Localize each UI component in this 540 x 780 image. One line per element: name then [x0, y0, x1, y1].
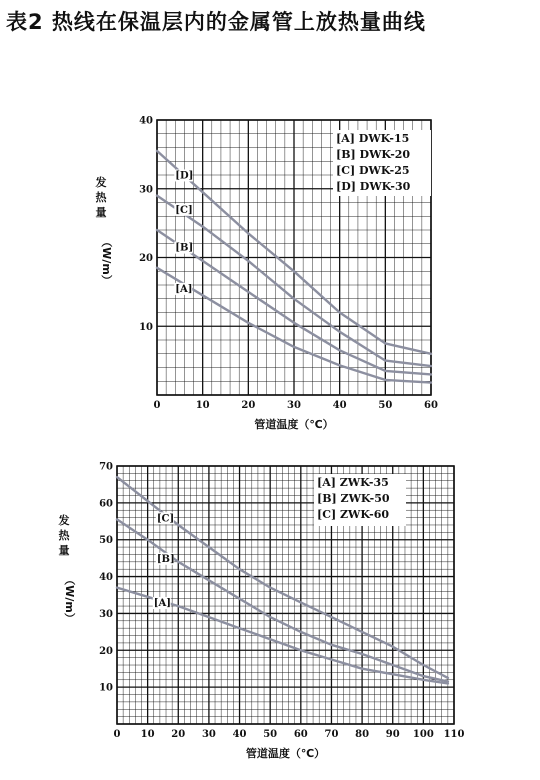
x-tick-label: 10: [140, 729, 155, 740]
x-axis-label: 管道温度（℃）: [245, 747, 326, 760]
x-tick-label: 30: [201, 729, 216, 740]
x-tick-label: 20: [241, 400, 256, 411]
x-tick-label: 0: [113, 729, 121, 740]
y-axis-unit: （W/m）: [100, 236, 113, 286]
series-label: [A]: [175, 283, 193, 295]
page-title: 表2 热线在保温层内的金属管上放热量曲线: [6, 10, 426, 34]
y-axis-label-char: 量: [95, 206, 107, 219]
chart-dwk: [95, 116, 438, 432]
x-tick-label: 10: [195, 400, 210, 411]
x-tick-label: 50: [378, 400, 393, 411]
x-tick-label: 20: [171, 729, 186, 740]
x-tick-label: 50: [263, 729, 278, 740]
y-axis-label-char: 热: [58, 529, 70, 542]
series-label: [B]: [175, 242, 194, 254]
x-tick-label: 30: [287, 400, 301, 411]
x-tick-label: 0: [153, 400, 161, 411]
x-axis-label: 管道温度（℃）: [254, 418, 334, 431]
y-axis-label-char: 发: [95, 176, 107, 189]
y-tick-label: 20: [139, 253, 153, 264]
series-label: [C]: [175, 204, 193, 216]
y-tick-label: 10: [99, 682, 113, 694]
x-tick-label: 100: [412, 729, 434, 740]
x-tick-label: 80: [355, 729, 370, 740]
legend-entry: [A] ZWK-35: [317, 476, 389, 489]
legend-entry: [C] ZWK-60: [317, 508, 390, 521]
legend-entry: [B] DWK-20: [336, 148, 411, 161]
y-tick-label: 30: [99, 608, 113, 620]
x-tick-label: 110: [443, 729, 465, 740]
y-axis-label-char: 热: [95, 191, 107, 204]
x-tick-label: 60: [424, 400, 438, 411]
y-tick-label: 40: [99, 572, 113, 584]
y-tick-label: 60: [99, 498, 113, 510]
y-tick-label: 70: [99, 461, 113, 473]
series-label: [B]: [156, 553, 175, 565]
x-tick-label: 40: [232, 729, 247, 740]
y-tick-label: 10: [139, 321, 153, 333]
series-label: [D]: [175, 170, 194, 182]
legend-entry: [D] DWK-30: [336, 180, 411, 193]
x-tick-label: 60: [293, 729, 308, 740]
x-tick-label: 70: [324, 729, 339, 740]
x-tick-label: 40: [332, 400, 347, 411]
series-label: [C]: [156, 513, 175, 525]
legend-entry: [A] DWK-15: [336, 132, 410, 145]
y-axis-label-char: 量: [58, 544, 70, 557]
y-axis-label-char: 发: [58, 514, 70, 527]
y-tick-label: 50: [99, 535, 113, 547]
y-axis-unit: （W/m）: [63, 574, 76, 624]
y-tick-label: 30: [139, 184, 153, 196]
series-label: [A]: [153, 598, 171, 610]
y-tick-label: 20: [99, 645, 113, 657]
y-tick-label: 40: [139, 115, 153, 127]
legend-entry: [B] ZWK-50: [317, 492, 390, 505]
legend-entry: [C] DWK-25: [336, 164, 410, 177]
chart-zwk: [58, 462, 465, 761]
x-tick-label: 90: [385, 729, 400, 740]
